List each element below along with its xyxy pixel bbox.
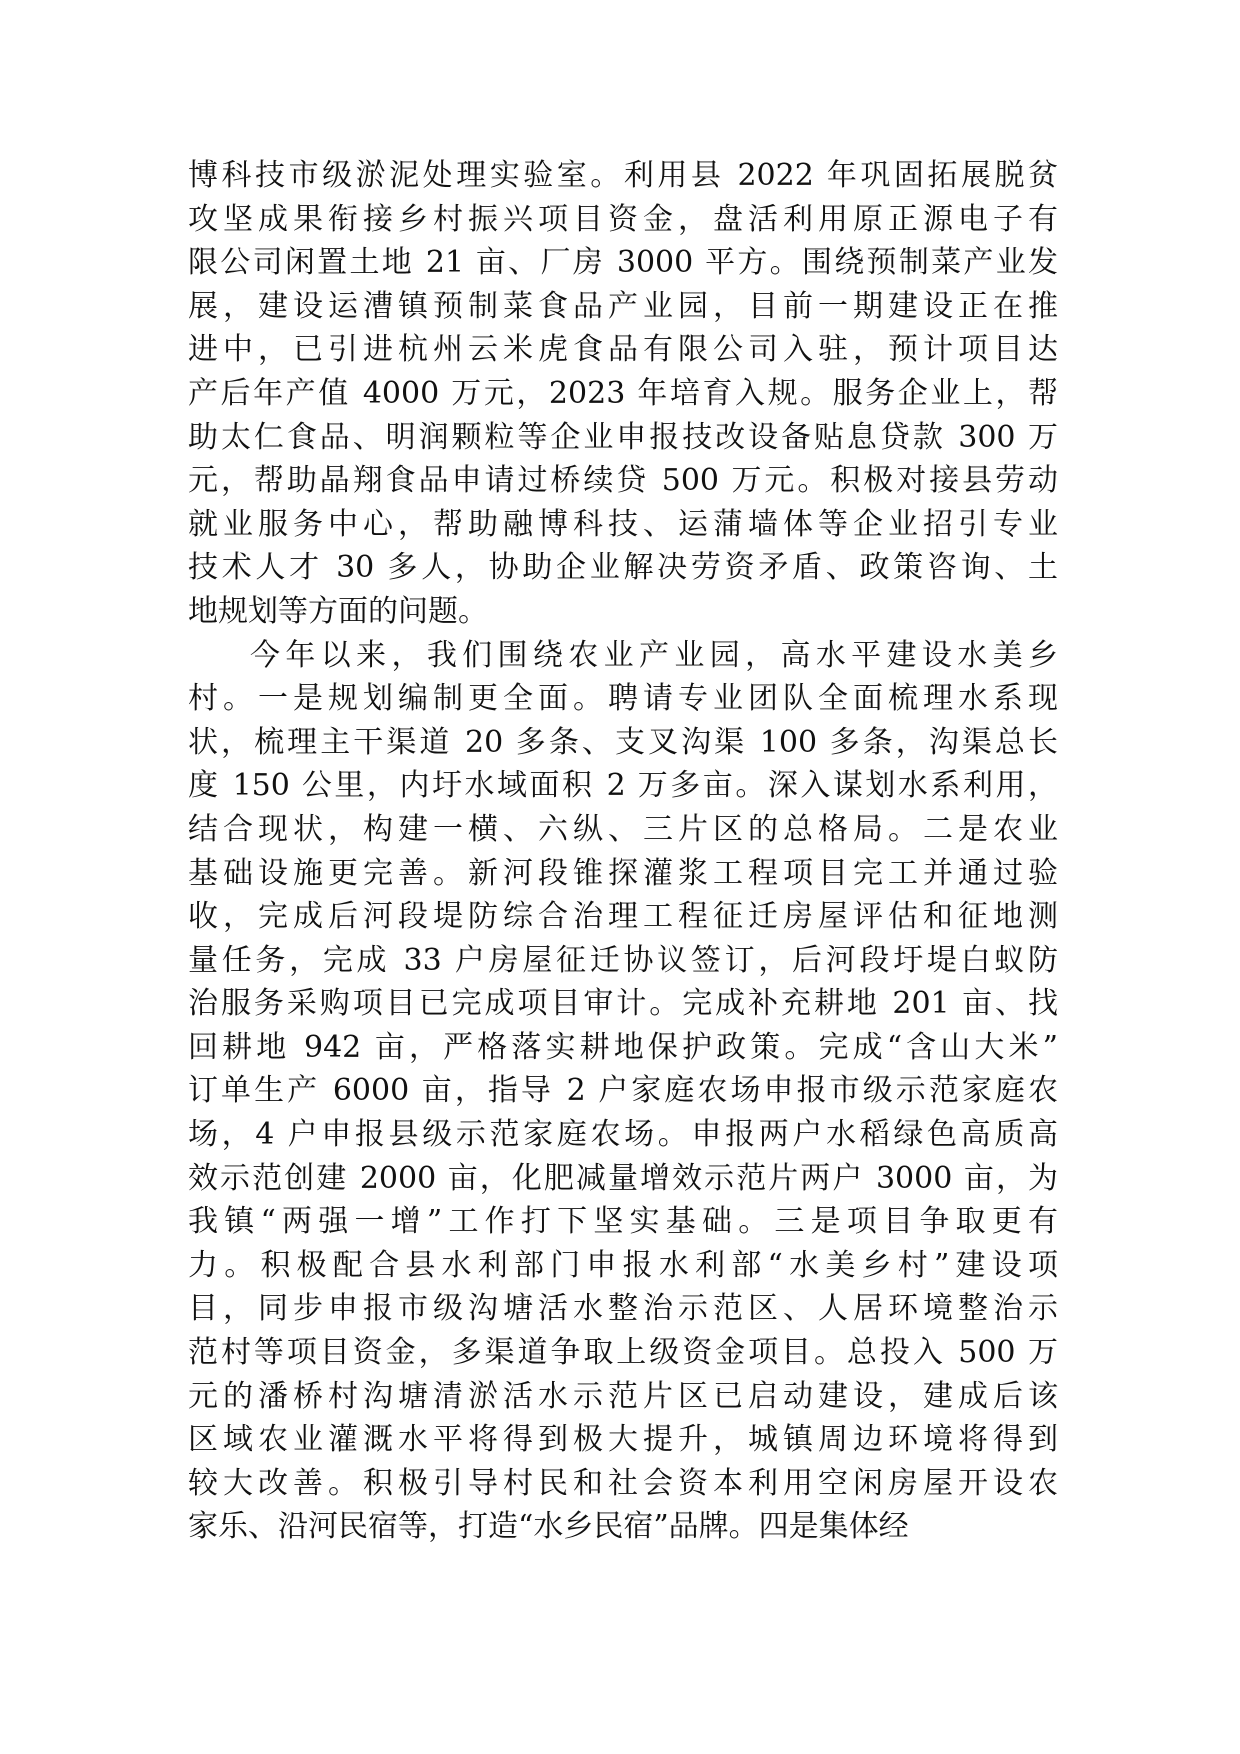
text-line: 展，建设运漕镇预制菜食品产业园，目前一期建设正在推 (188, 288, 1058, 324)
text-line: 回耕地 942 亩，严格落实耕地保护政策。完成“含山大米” (188, 1029, 1058, 1065)
text-line: 场，4 户申报县级示范家庭农场。申报两户水稻绿色高质高 (188, 1117, 1058, 1153)
text-line: 进中，已引进杭州云米虎食品有限公司入驻，预计项目达 (188, 332, 1058, 368)
text-line: 技术人才 30 多人，协助企业解决劳资矛盾、政策咨询、土 (188, 550, 1058, 586)
text-line: 目，同步申报市级沟塘活水整治示范区、人居环境整治示 (188, 1291, 1058, 1327)
text-line: 收，完成后河段堤防综合治理工程征迁房屋评估和征地测 (188, 899, 1058, 935)
text-line: 攻坚成果衔接乡村振兴项目资金，盘活利用原正源电子有 (188, 201, 1058, 237)
text-line: 范村等项目资金，多渠道争取上级资金项目。总投入 500 万 (188, 1335, 1058, 1371)
text-line: 力。积极配合县水利部门申报水利部“水美乡村”建设项 (188, 1247, 1058, 1283)
text-line: 度 150 公里，内圩水域面积 2 万多亩。深入谋划水系利用， (188, 768, 1058, 804)
text-line: 我镇“两强一增”工作打下坚实基础。三是项目争取更有 (188, 1204, 1058, 1240)
text-line: 村。一是规划编制更全面。聘请专业团队全面梳理水系现 (188, 681, 1058, 717)
text-line: 今年以来，我们围绕农业产业园，高水平建设水美乡 (250, 637, 1058, 673)
text-line: 元，帮助晶翔食品申请过桥续贷 500 万元。积极对接县劳动 (188, 463, 1058, 499)
paragraph (188, 154, 1058, 634)
paragraph (188, 634, 1058, 1549)
text-line: 状，梳理主干渠道 20 多条、支叉沟渠 100 多条，沟渠总长 (188, 724, 1058, 760)
text-line: 博科技市级淤泥处理实验室。利用县 2022 年巩固拓展脱贫 (188, 158, 1058, 193)
text-line: 较大改善。积极引导村民和社会资本利用空闲房屋开设农 (188, 1465, 1058, 1501)
text-line: 元的潘桥村沟塘清淤活水示范片区已启动建设，建成后该 (188, 1378, 1058, 1414)
text-line: 产后年产值 4000 万元，2023 年培育入规。服务企业上，帮 (188, 375, 1058, 411)
text-line: 基础设施更完善。新河段锥探灌浆工程项目完工并通过验 (188, 855, 1058, 891)
text-line: 结合现状，构建一横、六纵、三片区的总格局。二是农业 (188, 811, 1058, 847)
text-line: 就业服务中心，帮助融博科技、运蒲墙体等企业招引专业 (188, 506, 1058, 542)
text-line: 量任务，完成 33 户房屋征迁协议签订，后河段圩堤白蚁防 (188, 942, 1058, 978)
text-line: 助太仁食品、明润颗粒等企业申报技改设备贴息贷款 300 万 (188, 419, 1058, 455)
text-line: 区域农业灌溉水平将得到极大提升，城镇周边环境将得到 (188, 1422, 1058, 1458)
text-line: 限公司闲置土地 21 亩、厂房 3000 平方。围绕预制菜产业发 (188, 245, 1058, 281)
text-line: 家乐、沿河民宿等，打造“水乡民宿”品牌。四是集体经 (188, 1509, 909, 1545)
text-line: 效示范创建 2000 亩，化肥减量增效示范片两户 3000 亩，为 (188, 1160, 1058, 1196)
text-line: 订单生产 6000 亩，指导 2 户家庭农场申报市级示范家庭农 (188, 1073, 1058, 1109)
text-line: 治服务采购项目已完成项目审计。完成补充耕地 201 亩、找 (188, 986, 1058, 1022)
document-body (188, 154, 1058, 1549)
text-line: 地规划等方面的问题。 (188, 593, 488, 629)
